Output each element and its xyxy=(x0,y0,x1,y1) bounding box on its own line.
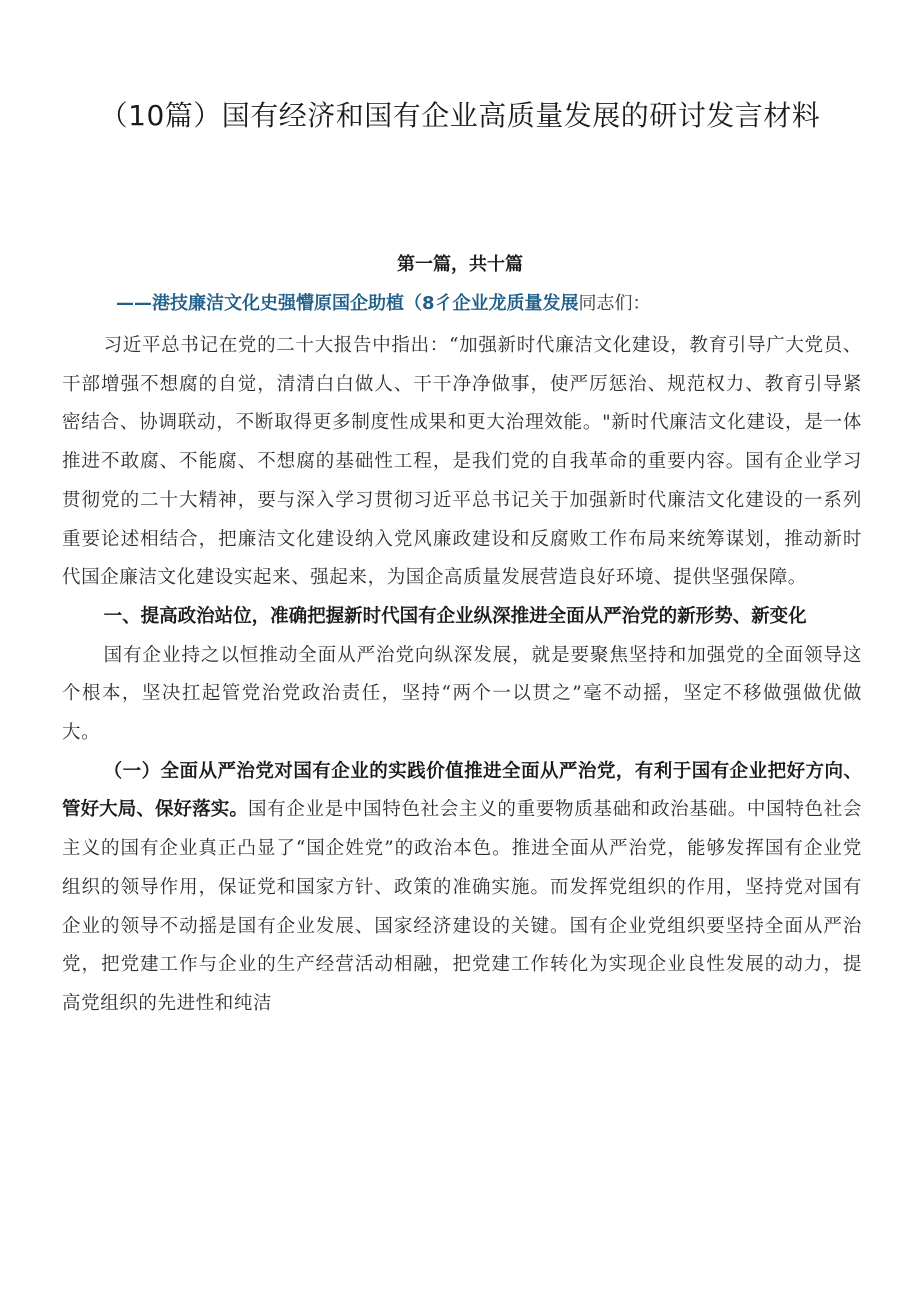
paragraph-three-text: 国有企业是中国特色社会主义的重要物质基础和政治基础。中国特色社会主义的国有企业真正凸显了“国企姓党”的政治本色。推进全面从严治党，能够发挥国有企业党组织的领导作用，保证党和国家方针、政策的准确实施。而发挥党组织的作用，坚持党对国有企业的领导不动摇是国有企业发展、国家经济建设的关键。国有企业党组织要坚持全面从严治党，把党建工作与企业的生产经营活动相融，把党建工作转化为实现企业良性发展的动力，提高党组织的先进性和纯洁 xyxy=(62,799,862,1014)
subtitle-greeting: 同志们： xyxy=(578,293,651,314)
document-title: （10篇）国有经济和国有企业高质量发展的研讨发言材料 xyxy=(99,99,821,132)
paragraph-intro: 习近平总书记在党的二十大报告中指出：“加强新时代廉洁文化建设，教育引导广大党员、干部增强不想腐的自觉，清清白白做人、干干净净做事，使严厉惩治、规范权力、教育引导紧密结合、协调联动，不断取得更多制度性成果和更大治理效能。"新时代廉洁文化建设，是一体推进不敢腐、不能腐、不想腐的基础性工程，是我们党的自我革命的重要内容。国有企业学习贯彻党的二十大精神，要与深入学习贯彻习近平总书记关于加强新时代廉洁文化建设的一系列重要论述相结合，把廉洁文化建设纳入党风廉政建设和反腐败工作布局来统筹谋划，推动新时代国企廉洁文化建设实起来、强起来，为国企高质量发展营造良好环境、提供坚强保障。 xyxy=(62,335,862,589)
section-heading: 第一篇，共十篇 xyxy=(397,254,523,275)
paragraph-two: 国有企业持之以恒推动全面从严治党向纵深发展，就是要聚焦坚持和加强党的全面领导这个根本，坚决扛起管党治党政治责任，坚持“两个一以贯之”毫不动摇，坚定不移做强做优做大。 xyxy=(62,644,862,744)
subtitle-bold-text: ——港技廉洁文化史强懵原国企助植（8彳企业龙质量发展 xyxy=(116,293,579,314)
subtitle-line xyxy=(116,289,856,319)
paragraph-three-lead: （一）全面从严治党对国有企业的实践价值推进全面从严治党，有利于国有企业把好方向、管好大局、保好落实。 xyxy=(62,760,862,821)
paragraph-three xyxy=(62,753,862,1024)
document-body xyxy=(62,327,862,1024)
heading-one: 一、提高政治站位，准确把握新时代国有企业纵深推进全面从严治党的新形势、新变化 xyxy=(103,605,807,627)
